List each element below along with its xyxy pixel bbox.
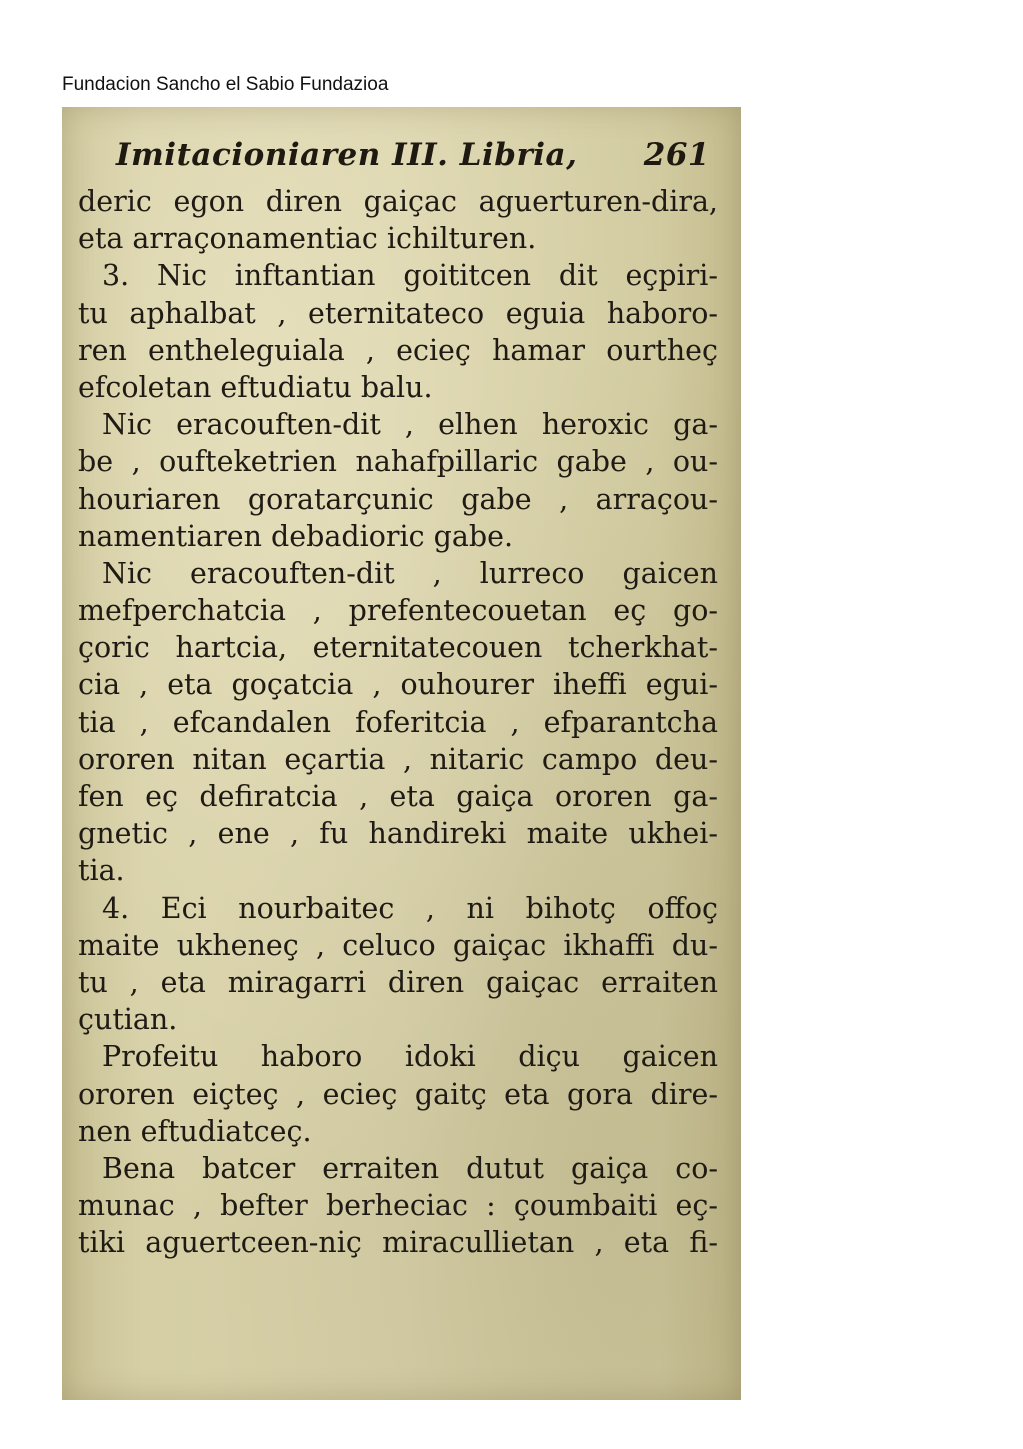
- text-line: maite ukheneç , celuco gaiçac ikhaffi du-: [78, 928, 718, 962]
- text-line: deric egon diren gaiçac aguerturen-dira,: [78, 185, 718, 218]
- text-line: ororen nitan eçartia , nitaric campo deu-: [78, 742, 718, 776]
- text-line: tiki aguertceen-niç miracullietan , eta fi-: [78, 1226, 718, 1260]
- text-line: 4. Eci nourbaitec , ni bihotç offoç: [102, 891, 718, 925]
- text-line: munac , befter berheciac : çoumbaiti eç-: [78, 1189, 718, 1223]
- scanned-page: [62, 107, 741, 1400]
- text-line: be , oufteketrien nahafpillaric gabe , ou-: [78, 445, 718, 479]
- text-line: ororen eiçteç , ecieç gaitç eta gora dire-: [78, 1077, 718, 1111]
- text-line: mefperchatcia , prefentecouetan eç go-: [78, 594, 718, 628]
- text-line: namentiaren debadioric gabe.: [78, 519, 514, 553]
- text-line: efcoletan eftudiatu balu.: [78, 370, 433, 404]
- text-line: eta arraçonamentiac ichilturen.: [78, 222, 537, 256]
- text-line: tia , efcandalen foferitcia , efparantcha: [78, 705, 718, 739]
- text-line: nen eftudiatceç.: [78, 1114, 312, 1148]
- text-line: houriaren goratarçunic gabe , arraçou-: [78, 482, 718, 516]
- page-number: 261: [643, 137, 710, 173]
- text-line: Bena batcer erraiten dutut gaiça co-: [102, 1151, 718, 1185]
- text-line: tia.: [78, 854, 125, 888]
- text-line: 3. Nic inftantian goititcen dit eçpiri-: [102, 259, 718, 293]
- text-line: çutian.: [78, 1003, 178, 1037]
- text-line: Nic eracouften-dit , elhen heroxic ga-: [102, 408, 718, 442]
- text-line: ren entheleguiala , ecieç hamar ourtheç: [78, 333, 718, 367]
- running-head: [116, 137, 716, 173]
- text-line: fen eç defiratcia , eta gaiça ororen ga-: [78, 780, 718, 813]
- text-line: gnetic , ene , fu handireki maite ukhei-: [78, 817, 718, 851]
- text-line: çoric hartcia, eternitatecouen tcherkhat-: [78, 631, 718, 665]
- text-line: tu aphalbat , eternitateco eguia haboro-: [78, 296, 718, 330]
- text-line: Profeitu haboro idoki diçu gaicen: [102, 1040, 718, 1074]
- running-title: Imitacioniaren III. Libria,: [116, 137, 578, 173]
- text-line: Nic eracouften-dit , lurreco gaicen: [102, 556, 718, 590]
- text-body: [78, 183, 718, 1261]
- text-line: cia , eta goçatcia , ouhourer iheffi egui-: [78, 668, 718, 702]
- source-header: Fundacion Sancho el Sabio Fundazioa: [62, 74, 389, 95]
- text-line: tu , eta miragarri diren gaiçac erraiten: [78, 965, 718, 999]
